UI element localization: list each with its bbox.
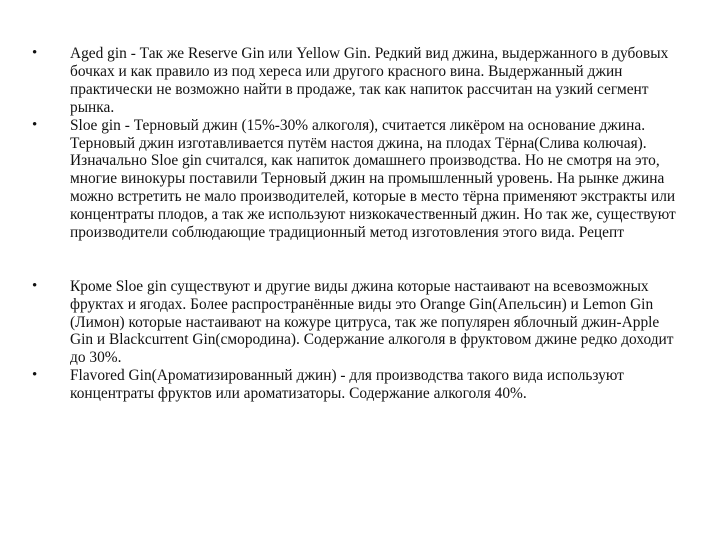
bullet-text: Flavored Gin(Ароматизированный джин) - для производства такого вида используют концентраты фруктов или ароматизаторы. Содержание алкоголя 40%.: [70, 367, 624, 403]
bullet-list: [32, 45, 682, 403]
bullet-text: Кроме Sloe gin существуют и другие виды джина которые настаивают на всевозможных фруктах и ягодах. Более распространённые виды это Orange Gin(Апельсин) и Lemon Gin (Лимон) которые настаивают на кожуре цитруса, так же популярен яблочный джин-Apple Gin и Blackcurrent Gin(смородина). Содержание алкоголя в фруктовом джине редко доходит до 30%.: [70, 277, 674, 367]
bullet-item-sloe-gin: [32, 117, 682, 278]
bullet-text: Aged gin - Так же Reserve Gin или Yellow Gin. Редкий вид джина, выдержанного в дубовых бочках и как правило из под хереса или другого красного вина. Выдержанный джин практически не возможно найти в продаже, так как напиток рассчитан на узкий сегмент рынка.: [70, 45, 669, 116]
bullet-dot: •: [32, 116, 38, 133]
bullet-dot: •: [32, 277, 38, 294]
bullet-dot: •: [32, 45, 38, 61]
bullet-item-flavored-gin: [32, 367, 682, 403]
bullet-text: Sloe gin - Терновый джин (15%-30% алкоголя), считается ликёром на основание джина. Терновый джин изготавливается путём настоя джина, на плодах Тёрна(Слива колючая). Изначально Sloe gin считался, как напиток домашнего производства. Но не смотря на это, многие винокуры поставили Терновый джин на промышленный уровень. На рынке джина можно встретить не мало производителей, которые в место тёрна применяют экстракты или концентраты плодов, а так же используют низкокачественный джин. Но так же, существуют производители соблюдающие традиционный метод изготовления этого вида. Рецепт: [70, 116, 676, 242]
bullet-item-aged-gin: [32, 45, 682, 117]
bullet-dot: •: [32, 367, 38, 384]
bullet-item-fruit-gins: [32, 278, 682, 368]
